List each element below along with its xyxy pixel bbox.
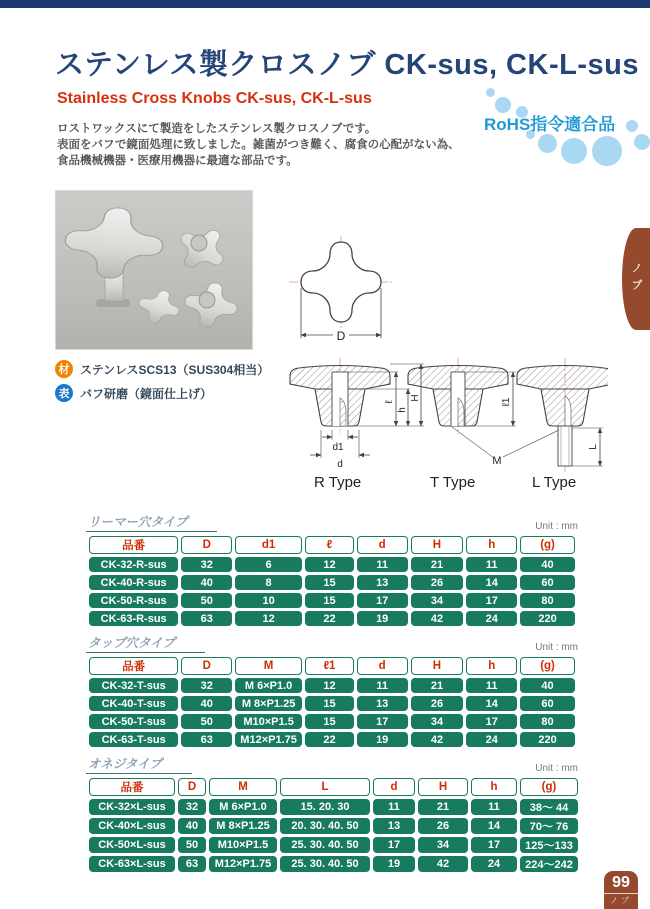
- value-cell: 25. 30. 40. 50: [280, 837, 370, 853]
- value-cell: 11: [466, 678, 517, 693]
- section-title: リーマー穴タイプ: [86, 512, 217, 532]
- side-tab-label: ノブ: [630, 262, 642, 296]
- column-header: 品番: [89, 778, 175, 796]
- value-cell: 15: [305, 575, 354, 590]
- value-cell: 224～242: [520, 856, 578, 872]
- bubble-icon: [538, 134, 557, 153]
- value-cell: 60: [520, 575, 575, 590]
- value-cell: 6: [235, 557, 302, 572]
- value-cell: 220: [520, 732, 575, 747]
- column-header: 品番: [89, 657, 178, 675]
- part-number-cell: CK-50-R-sus: [89, 593, 178, 608]
- column-header: d: [373, 778, 415, 796]
- page-number-tab: [604, 871, 638, 909]
- material-text: ステンレスSCS13（SUS304相当）: [80, 362, 270, 377]
- value-cell: 24: [466, 732, 517, 747]
- description-line: ロストワックスにて製造をしたステンレス製クロスノブです。: [57, 123, 377, 135]
- dim-label-L: L: [588, 444, 599, 450]
- column-header: d: [357, 536, 408, 554]
- value-cell: 17: [471, 837, 517, 853]
- value-cell: 70～ 76: [520, 818, 578, 834]
- value-cell: M 6×P1.0: [209, 799, 277, 815]
- part-number-cell: CK-40-T-sus: [89, 696, 178, 711]
- table-row: [89, 818, 578, 834]
- dim-label-ell: ℓ: [384, 400, 395, 404]
- value-cell: 8: [235, 575, 302, 590]
- dim-label-ell1: ℓ1: [501, 397, 512, 407]
- type-labels: [278, 474, 608, 494]
- column-header: H: [411, 657, 464, 675]
- dim-label-H: H: [410, 394, 421, 402]
- value-cell: 14: [466, 696, 517, 711]
- value-cell: 25. 30. 40. 50: [280, 856, 370, 872]
- part-number-cell: CK-63×L-sus: [89, 856, 175, 872]
- table-section: [86, 512, 586, 629]
- bubble-icon: [486, 88, 495, 97]
- value-cell: 14: [471, 818, 517, 834]
- column-header: M: [235, 657, 302, 675]
- column-header: d: [357, 657, 408, 675]
- value-cell: 40: [520, 557, 575, 572]
- part-number-cell: CK-40-R-sus: [89, 575, 178, 590]
- value-cell: 15: [305, 714, 354, 729]
- column-header: (g): [520, 657, 575, 675]
- rohs-badge: [478, 86, 650, 174]
- column-header: H: [411, 536, 464, 554]
- value-cell: 19: [357, 611, 408, 626]
- part-number-cell: CK-50×L-sus: [89, 837, 175, 853]
- table-row: [89, 714, 575, 729]
- part-number-cell: CK-40×L-sus: [89, 818, 175, 834]
- tables-area: [86, 512, 586, 879]
- table-row: [89, 593, 575, 608]
- part-number-cell: CK-32-T-sus: [89, 678, 178, 693]
- value-cell: 19: [357, 732, 408, 747]
- column-header: ℓ: [305, 536, 354, 554]
- value-cell: 80: [520, 714, 575, 729]
- value-cell: 11: [357, 678, 408, 693]
- table-row: [89, 678, 575, 693]
- top-accent-bar: [0, 0, 650, 8]
- value-cell: 42: [411, 732, 464, 747]
- value-cell: M10×P1.5: [209, 837, 277, 853]
- table-row: [89, 732, 575, 747]
- column-header: d1: [235, 536, 302, 554]
- description-line: 表面をバフで鏡面処理に致しました。雑菌がつき難く、腐食の心配がない為、: [57, 139, 460, 151]
- value-cell: 34: [411, 714, 464, 729]
- page-number: 99: [604, 873, 638, 894]
- column-header: (g): [520, 778, 578, 796]
- column-header: h: [471, 778, 517, 796]
- value-cell: 26: [418, 818, 468, 834]
- unit-label: Unit : mm: [535, 642, 578, 653]
- table-row: [89, 799, 578, 815]
- value-cell: 40: [181, 575, 232, 590]
- bubble-icon: [634, 134, 650, 150]
- value-cell: 20. 30. 40. 50: [280, 818, 370, 834]
- table-row: [89, 696, 575, 711]
- value-cell: 40: [178, 818, 206, 834]
- value-cell: M 8×P1.25: [209, 818, 277, 834]
- value-cell: 13: [357, 575, 408, 590]
- value-cell: 34: [418, 837, 468, 853]
- column-header: 品番: [89, 536, 178, 554]
- value-cell: 15: [305, 593, 354, 608]
- value-cell: 80: [520, 593, 575, 608]
- column-header: D: [181, 536, 232, 554]
- value-cell: 15. 20. 30: [280, 799, 370, 815]
- value-cell: 26: [411, 696, 464, 711]
- value-cell: 17: [357, 593, 408, 608]
- value-cell: 11: [357, 557, 408, 572]
- section-title: オネジタイプ: [86, 754, 192, 774]
- product-description: [57, 121, 460, 169]
- dim-label-h: h: [397, 407, 408, 413]
- surface-row: [55, 384, 269, 402]
- product-photo: [55, 190, 253, 350]
- part-number-cell: CK-32-R-sus: [89, 557, 178, 572]
- table-section: [86, 754, 586, 875]
- page-subtitle: Stainless Cross Knobs CK-sus, CK-L-sus: [57, 90, 372, 107]
- value-cell: 12: [305, 678, 354, 693]
- value-cell: 12: [305, 557, 354, 572]
- value-cell: 50: [181, 593, 232, 608]
- value-cell: 17: [373, 837, 415, 853]
- table-row: [89, 837, 578, 853]
- value-cell: 21: [418, 799, 468, 815]
- section-drawings: [278, 352, 608, 474]
- part-number-cell: CK-32×L-sus: [89, 799, 175, 815]
- surface-icon: 表: [55, 384, 73, 402]
- value-cell: M12×P1.75: [235, 732, 302, 747]
- spec-table: [86, 775, 581, 875]
- column-header: D: [178, 778, 206, 796]
- value-cell: 220: [520, 611, 575, 626]
- value-cell: 15: [305, 696, 354, 711]
- part-number-cell: CK-63-R-sus: [89, 611, 178, 626]
- column-header: ℓ1: [305, 657, 354, 675]
- value-cell: 42: [418, 856, 468, 872]
- page-title: ステンレス製クロスノブ CK-sus, CK-L-sus: [55, 49, 639, 81]
- value-cell: 21: [411, 557, 464, 572]
- value-cell: 60: [520, 696, 575, 711]
- value-cell: 13: [357, 696, 408, 711]
- dim-label-d1: d1: [332, 442, 344, 453]
- value-cell: 34: [411, 593, 464, 608]
- table-row: [89, 856, 578, 872]
- value-cell: 26: [411, 575, 464, 590]
- value-cell: 50: [181, 714, 232, 729]
- value-cell: 11: [471, 799, 517, 815]
- value-cell: 24: [471, 856, 517, 872]
- bubble-icon: [592, 136, 622, 166]
- dim-label-d: d: [337, 459, 343, 470]
- dim-label-M: M: [492, 455, 502, 467]
- top-view-drawing: [283, 236, 403, 348]
- type-label-l: L Type: [532, 474, 577, 491]
- value-cell: 32: [178, 799, 206, 815]
- value-cell: 50: [178, 837, 206, 853]
- type-label-r: R Type: [314, 474, 362, 491]
- value-cell: 38～ 44: [520, 799, 578, 815]
- bubble-icon: [626, 120, 638, 132]
- value-cell: 17: [466, 714, 517, 729]
- column-header: h: [466, 657, 517, 675]
- value-cell: 63: [178, 856, 206, 872]
- description-line: 食品機械機器・医療用機器に最適な部品です。: [57, 155, 298, 167]
- value-cell: 17: [466, 593, 517, 608]
- value-cell: 19: [373, 856, 415, 872]
- unit-label: Unit : mm: [535, 763, 578, 774]
- value-cell: M10×P1.5: [235, 714, 302, 729]
- material-row: [55, 360, 269, 378]
- knobs-photo-illustration: [56, 191, 252, 349]
- value-cell: 11: [373, 799, 415, 815]
- value-cell: 32: [181, 678, 232, 693]
- part-number-cell: CK-63-T-sus: [89, 732, 178, 747]
- value-cell: 22: [305, 611, 354, 626]
- value-cell: 13: [373, 818, 415, 834]
- table-row: [89, 575, 575, 590]
- section-title: タップ穴タイプ: [86, 633, 205, 653]
- page-tab-label: ノブ: [610, 896, 632, 905]
- surface-text: バフ研磨（鏡面仕上げ）: [80, 386, 213, 401]
- dim-label-D: D: [336, 329, 346, 343]
- value-cell: 63: [181, 611, 232, 626]
- value-cell: 24: [466, 611, 517, 626]
- column-header: D: [181, 657, 232, 675]
- value-cell: M12×P1.75: [209, 856, 277, 872]
- spec-table: [86, 533, 578, 629]
- value-cell: 10: [235, 593, 302, 608]
- material-icon: 材: [55, 360, 73, 378]
- table-row: [89, 611, 575, 626]
- value-cell: 32: [181, 557, 232, 572]
- bubble-icon: [561, 138, 587, 164]
- side-tab-nobu[interactable]: [622, 228, 650, 330]
- part-number-cell: CK-50-T-sus: [89, 714, 178, 729]
- type-label-t: T Type: [430, 474, 476, 491]
- materials-list: [55, 360, 269, 408]
- spec-table: [86, 654, 578, 750]
- unit-label: Unit : mm: [535, 521, 578, 532]
- value-cell: 42: [411, 611, 464, 626]
- column-header: (g): [520, 536, 575, 554]
- table-section: [86, 633, 586, 750]
- column-header: H: [418, 778, 468, 796]
- value-cell: 12: [235, 611, 302, 626]
- column-header: L: [280, 778, 370, 796]
- value-cell: 22: [305, 732, 354, 747]
- value-cell: 125～133: [520, 837, 578, 853]
- rohs-label: RoHS指令適合品: [484, 115, 616, 134]
- value-cell: M 8×P1.25: [235, 696, 302, 711]
- value-cell: 11: [466, 557, 517, 572]
- column-header: M: [209, 778, 277, 796]
- value-cell: 63: [181, 732, 232, 747]
- value-cell: M 6×P1.0: [235, 678, 302, 693]
- value-cell: 40: [181, 696, 232, 711]
- table-row: [89, 557, 575, 572]
- value-cell: 17: [357, 714, 408, 729]
- value-cell: 21: [411, 678, 464, 693]
- column-header: h: [466, 536, 517, 554]
- value-cell: 40: [520, 678, 575, 693]
- value-cell: 14: [466, 575, 517, 590]
